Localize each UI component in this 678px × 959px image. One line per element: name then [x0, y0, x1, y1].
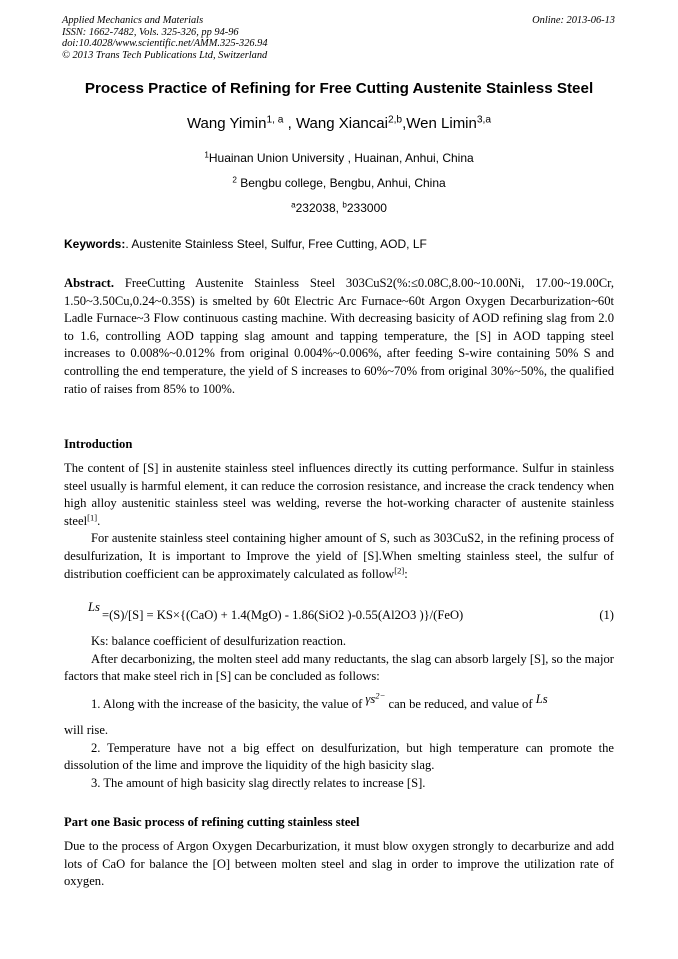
- ref-2: [2]: [394, 564, 405, 575]
- abstract-text: FreeCutting Austenite Stainless Steel 303CuS2(%:≤0.08C,8.00~10.00Ni, 17.00~19.00Cr, 1.50~3.50Cu,0.24~0.35S) is smelted by 60t Electric Arc Furnace~60t Argon Oxygen Decarburization~60t Ladle Furnace~3 Flow continuous casting machine. With decreasing basicity of AOD refining slag from 2.0 to 1.6, controlling AOD tapping slag amount and tapping temperature, the [S] in AOD tapping steel increases to 0.008%~0.012% from original 0.004%~0.006%, after feeding S-wire containing 50% S and controlling the end temperature, the yield of S increases to 60%~70% from original 30%~50%, the qualified ratio of raises from 85% to 100%.: [64, 276, 614, 396]
- affiliation-1-text: Huainan Union University , Huainan, Anhui, China: [208, 151, 474, 165]
- author-3: ,Wen Limin: [402, 115, 477, 132]
- gamma-sup: 2−: [375, 690, 386, 701]
- list-continued: [64, 722, 614, 792]
- zip-b-sup: b: [342, 200, 347, 210]
- part-one-paragraph-1: Due to the process of Argon Oxygen Decarburization, it must blow oxygen strongly to decarburize and add lots of CaO for balance the [O] between molten steel and slag in order to improve the utilization rate of oxygen.: [64, 839, 614, 889]
- affiliation-2-sup: 2: [232, 175, 237, 185]
- online-date: Online: 2013-06-13: [532, 15, 615, 26]
- journal-header: [62, 15, 462, 61]
- keywords-text: . Austenite Stainless Steel, Sulfur, Free Cutting, AOD, LF: [125, 237, 427, 251]
- item1-tail: will rise.: [64, 723, 109, 737]
- author-1: Wang Yimin: [186, 115, 267, 132]
- journal-name: Applied Mechanics and Materials: [62, 15, 204, 26]
- gamma-symbol: [365, 692, 385, 706]
- equation-symbol: Ls: [88, 600, 100, 614]
- introduction-heading: Introduction: [64, 437, 133, 451]
- author-line: [0, 115, 678, 132]
- intro-paragraph-3: Ks: balance coefficient of desulfurization reaction.: [91, 634, 347, 648]
- doi-line: doi:10.4028/www.scientific.net/AMM.325-326.94: [62, 38, 268, 50]
- list-item-3: 3. The amount of high basicity slag directly relates to increase [S].: [91, 775, 426, 790]
- equation-number: (1): [599, 608, 614, 622]
- part-one-heading: Part one Basic process of refining cutting stainless steel: [64, 815, 360, 829]
- author-3-sup: 3,a: [476, 114, 492, 126]
- issn-line: ISSN: 1662-7482, Vols. 325-326, pp 94-96: [62, 26, 239, 38]
- intro-continued: [64, 633, 614, 686]
- ls-symbol: Ls: [535, 692, 548, 706]
- paper-title: Process Practice of Refining for Free Cutting Austenite Stainless Steel: [84, 80, 594, 97]
- zip-a: 232038,: [295, 201, 343, 215]
- list-item-1: [64, 690, 614, 712]
- equation-1: [64, 600, 614, 622]
- affiliation-2: [0, 176, 678, 190]
- intro-p2-end: :: [404, 566, 408, 581]
- intro-p1-end: .: [97, 513, 101, 528]
- zip-b: 233000: [346, 201, 387, 215]
- affiliation-1: [0, 151, 678, 165]
- equation-expression: =(S)/[S] = KS×{(CaO) + 1.4(MgO) - 1.86(SiO2 )-0.55(Al2O3 )}/(FeO): [102, 608, 464, 622]
- ref-1: [1]: [87, 512, 98, 523]
- gamma-text: γs: [365, 692, 376, 706]
- author-1-sup: 1, a: [266, 114, 284, 126]
- keywords-label: Keywords:: [64, 237, 126, 251]
- copyright-line: © 2013 Trans Tech Publications Ltd, Switzerland: [62, 49, 268, 61]
- intro-paragraph-2: [64, 530, 614, 583]
- introduction-body: [64, 460, 614, 583]
- item1-text-a: 1. Along with the increase of the basicity, the value of: [91, 697, 366, 711]
- abstract: [64, 275, 614, 398]
- zip-codes: [0, 201, 678, 215]
- zip-a-sup: a: [291, 200, 296, 210]
- item1-text-b: can be reduced, and value of: [385, 697, 536, 711]
- affiliation-1-sup: 1: [204, 150, 209, 160]
- abstract-label: Abstract.: [64, 276, 115, 290]
- intro-p2-text: For austenite stainless steel containing higher amount of S, such as 303CuS2, in the refining process of desulfurization, It is important to Improve the yield of [S].When smelting stainless steel, the sulfur of distribution coefficient can be approximately calculated as follow: [64, 531, 614, 581]
- intro-p1-text: The content of [S] in austenite stainless steel influences directly its cutting performance. Sulfur in stainless steel usually is harmful element, it can reduce the corrosion resistance, and increase the crack tendency when high alloy austenitic stainless steel was welding, reverse the hot-working character of austenite stainless steel: [64, 461, 614, 528]
- author-2: , Wang Xiancai: [283, 115, 388, 132]
- affiliation-2-text: Bengbu college, Bengbu, Anhui, China: [236, 176, 446, 190]
- list-item-2: 2. Temperature have not a big effect on desulfurization, but high temperature can promote the dissolution of the lime and improve the liquidity of the high basicity slag.: [64, 740, 614, 773]
- keywords: [64, 237, 427, 251]
- part-one-body: [64, 838, 614, 891]
- author-2-sup: 2,b: [387, 114, 403, 126]
- intro-paragraph-4: After decarbonizing, the molten steel add many reductants, the slag can absorb largely [S], so the major factors that make steel rich in [S] can be concluded as follows:: [64, 651, 614, 684]
- intro-paragraph-1: [64, 460, 614, 530]
